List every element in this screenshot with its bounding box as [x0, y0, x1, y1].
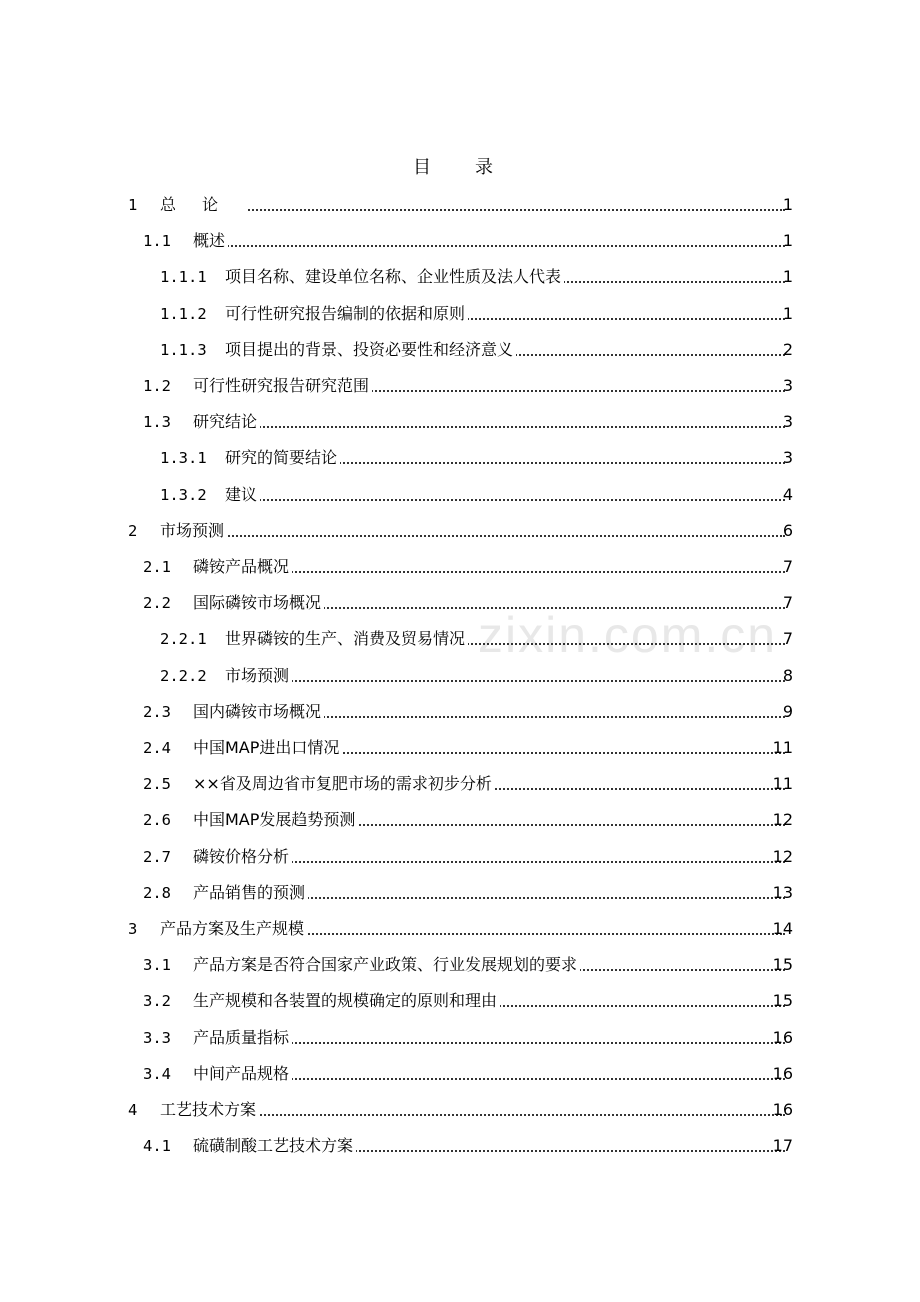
toc-entry[interactable] — [0, 191, 920, 219]
toc-entry-number: 1.3.2 — [160, 485, 207, 504]
toc-entry-page-number: 16 — [772, 1063, 793, 1083]
toc-entry[interactable] — [0, 698, 920, 726]
toc-entry-title: 概述 — [193, 227, 228, 255]
toc-entry[interactable] — [0, 843, 920, 871]
toc-entry-page-number: 7 — [782, 557, 793, 576]
toc-entry-page-number: 1 — [782, 231, 793, 251]
toc-entry-page-number: 6 — [782, 520, 793, 540]
toc-entry-number: 2 — [128, 521, 138, 540]
toc-entry-number: 4.1 — [143, 1137, 171, 1156]
toc-entry-number: 4 — [128, 1101, 138, 1119]
toc-entry-title: 中国MAP进出口情况 — [193, 734, 342, 762]
toc-entry-title: 研究的简要结论 — [225, 444, 340, 472]
toc-entry-title: 磷铵产品概况 — [193, 553, 292, 581]
toc-entry-title: 项目名称、建设单位名称、企业性质及法人代表 — [225, 263, 564, 291]
toc-entry-title: 生产规模和各装置的规模确定的原则和理由 — [193, 987, 500, 1015]
toc-entry-number: 2.2 — [143, 594, 171, 613]
toc-entry[interactable] — [0, 1060, 920, 1088]
toc-entry-title: 硫磺制酸工艺技术方案 — [193, 1132, 356, 1160]
toc-entry[interactable] — [0, 1132, 920, 1160]
toc-entry-page-number: 16 — [772, 1027, 793, 1047]
toc-entry-number: 2.3 — [143, 702, 171, 721]
toc-entry-number: 2.2.1 — [160, 630, 207, 649]
toc-entry-page-number: 1 — [782, 303, 793, 323]
toc-entry-title: 产品销售的预测 — [193, 879, 308, 907]
toc-entry-number: 2.4 — [143, 739, 171, 757]
toc-entry[interactable] — [0, 1024, 920, 1052]
toc-entry-number: 3.2 — [143, 992, 171, 1011]
toc-entry-title: 研究结论 — [193, 408, 260, 436]
toc-entry[interactable] — [0, 227, 920, 255]
toc-entry-page-number: 7 — [782, 593, 793, 613]
toc-entry-page-number: 3 — [782, 412, 793, 432]
watermark: zixin.com.cn — [478, 607, 778, 663]
toc-entry-number: 1.1.1 — [160, 268, 207, 287]
toc-dot-leader — [165, 209, 785, 211]
toc-entry[interactable] — [0, 879, 920, 907]
toc-entry-page-number: 7 — [782, 629, 793, 649]
toc-entry-page-number: 9 — [782, 701, 793, 721]
toc-entry[interactable] — [0, 300, 920, 328]
toc-entry[interactable] — [0, 987, 920, 1015]
toc-entry-title: 国内磷铵市场概况 — [193, 698, 324, 726]
toc-entry-title: 产品方案是否符合国家产业政策、行业发展规划的要求 — [193, 951, 580, 979]
toc-entry-page-number: 1 — [782, 195, 793, 214]
toc-entry-page-number: 15 — [772, 955, 793, 975]
toc-entry-title: 可行性研究报告研究范围 — [193, 372, 372, 400]
toc-entry-page-number: 12 — [772, 846, 793, 866]
toc-entry-page-number: 8 — [782, 665, 793, 685]
toc-entry-title: 市场预测 — [225, 662, 292, 690]
toc-entry-number: 1.3 — [143, 413, 171, 432]
toc-entry[interactable] — [0, 625, 920, 653]
toc-entry[interactable] — [0, 951, 920, 979]
toc-entry-number: 1.3.1 — [160, 449, 207, 468]
toc-entry-title: 可行性研究报告编制的依据和原则 — [225, 300, 468, 328]
toc-entry-title: 工艺技术方案 — [160, 1096, 259, 1124]
toc-entry-page-number: 4 — [782, 484, 793, 504]
toc-entry[interactable] — [0, 589, 920, 617]
toc-entry-number: 2.6 — [143, 811, 171, 830]
toc-entry-number: 3 — [128, 920, 138, 938]
toc-entry-title: 市场预测 — [160, 517, 227, 545]
toc-entry-page-number: 12 — [772, 810, 793, 830]
toc-entry-title: ××省及周边省市复肥市场的需求初步分析 — [193, 770, 495, 798]
toc-entry-number: 3.3 — [143, 1028, 171, 1047]
toc-dot-leader — [230, 499, 785, 501]
toc-entry-page-number: 11 — [772, 774, 793, 794]
toc-entry-page-number: 16 — [772, 1100, 793, 1119]
toc-dot-leader — [198, 426, 785, 428]
toc-entry-page-number: 14 — [772, 919, 793, 938]
toc-entry[interactable] — [0, 662, 920, 690]
toc-entry-page-number: 15 — [772, 991, 793, 1011]
toc-entry-title: 总论 — [160, 191, 247, 219]
toc-entry-title: 产品质量指标 — [193, 1024, 292, 1052]
toc-entry-title: 世界磷铵的生产、消费及贸易情况 — [225, 625, 468, 653]
toc-entry-number: 1 — [128, 196, 138, 214]
toc-entry-page-number: 17 — [772, 1136, 793, 1156]
toc-entry[interactable] — [0, 372, 920, 400]
toc-entry-page-number: 3 — [782, 376, 793, 395]
toc-entry[interactable] — [0, 481, 920, 509]
toc-entry[interactable] — [0, 444, 920, 472]
toc-entry-number: 2.1 — [143, 558, 171, 576]
toc-entry-page-number: 13 — [772, 882, 793, 902]
toc-entry-title: 磷铵价格分析 — [193, 843, 292, 871]
toc-entry[interactable] — [0, 517, 920, 545]
toc-entry-number: 2.2.2 — [160, 666, 207, 685]
toc-entry-number: 2.7 — [143, 847, 171, 866]
toc-entry[interactable] — [0, 770, 920, 798]
toc-entry-page-number: 1 — [782, 267, 793, 287]
toc-entry-title: 建议 — [225, 481, 260, 509]
toc-entry-number: 1.1 — [143, 232, 171, 251]
toc-entry-number: 3.4 — [143, 1064, 171, 1083]
toc-entry[interactable] — [0, 336, 920, 364]
toc-entry-number: 1.1.3 — [160, 340, 207, 359]
toc-entry-title: 中间产品规格 — [193, 1060, 292, 1088]
toc-entry-page-number: 2 — [782, 339, 793, 359]
toc-entry[interactable] — [0, 1096, 920, 1124]
toc-entry[interactable] — [0, 553, 920, 581]
toc-entry[interactable] — [0, 408, 920, 436]
toc-entry[interactable] — [0, 263, 920, 291]
toc-entry-number: 3.1 — [143, 956, 171, 975]
toc-entry-page-number: 3 — [782, 448, 793, 468]
toc-entry[interactable] — [0, 915, 920, 943]
toc-entry[interactable] — [0, 734, 920, 762]
toc-dot-leader — [165, 535, 785, 537]
toc-entry-title: 产品方案及生产规模 — [160, 915, 307, 943]
toc-entry-number: 1.2 — [143, 377, 171, 395]
toc-title: 目录 — [413, 157, 537, 178]
toc-entry[interactable] — [0, 806, 920, 834]
toc-dot-leader — [230, 680, 785, 682]
toc-entry-title: 中国MAP发展趋势预测 — [193, 806, 358, 834]
toc-entry-number: 1.1.2 — [160, 304, 207, 323]
toc-entry-number: 2.8 — [143, 883, 171, 902]
toc-entry-page-number: 11 — [772, 738, 793, 757]
toc-entry-title: 项目提出的背景、投资必要性和经济意义 — [225, 336, 516, 364]
toc-dot-leader — [198, 245, 785, 247]
toc-entry-title: 国际磷铵市场概况 — [193, 589, 324, 617]
toc-entry-number: 2.5 — [143, 775, 171, 794]
